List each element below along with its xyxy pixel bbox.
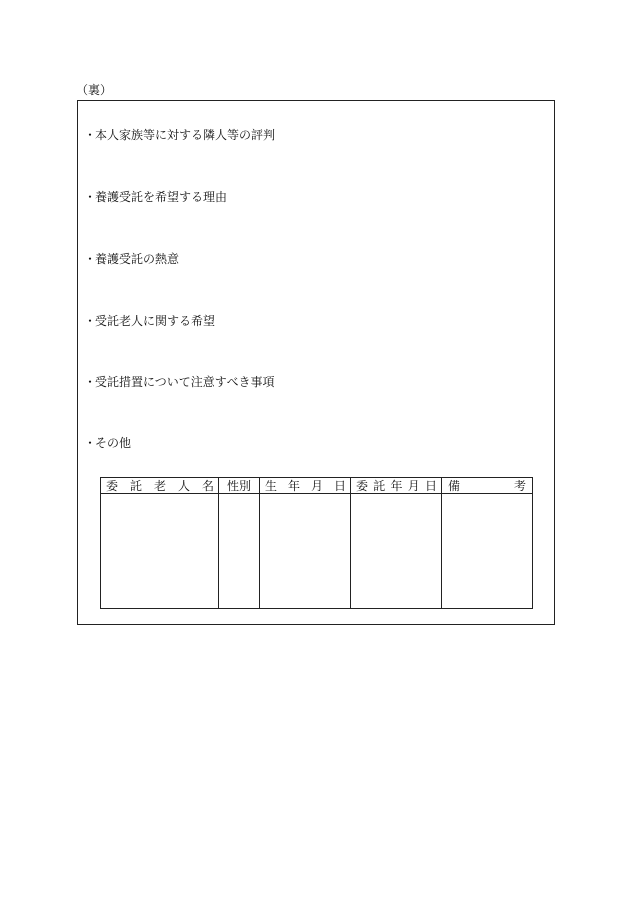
section-neighbor-reputation <box>84 128 275 142</box>
cell-remarks[interactable] <box>442 494 533 609</box>
header-remarks <box>442 478 533 494</box>
cell-consignment-date[interactable] <box>351 494 442 609</box>
header-consignment-date <box>351 478 442 494</box>
cell-birth-date[interactable] <box>260 494 351 609</box>
section-label: 受託老人に関する希望 <box>95 314 216 328</box>
section-label: 養護受託を希望する理由 <box>95 190 228 204</box>
header-char: 日 <box>333 478 346 493</box>
header-char: 託 <box>129 478 142 493</box>
table-row <box>101 494 533 609</box>
section-label: その他 <box>95 436 132 450</box>
bullet-mark: ・ <box>84 314 97 328</box>
bullet-mark: ・ <box>84 252 97 266</box>
header-birth-date <box>260 478 351 494</box>
header-char: 委 <box>356 478 369 493</box>
bullet-mark: ・ <box>84 436 97 450</box>
consignment-records-table <box>100 477 533 609</box>
header-char: 年 <box>287 478 300 493</box>
header-char: 月 <box>407 478 420 493</box>
header-char: 老 <box>153 478 166 493</box>
bullet-mark: ・ <box>84 190 97 204</box>
section-other <box>84 436 131 450</box>
bullet-mark: ・ <box>84 375 97 389</box>
section-elderly-preferences <box>84 314 215 328</box>
header-text: 性別 <box>226 478 251 493</box>
header-char: 人 <box>177 478 190 493</box>
section-notes-on-placement <box>84 375 275 389</box>
header-sex <box>219 478 260 494</box>
header-char: 月 <box>310 478 323 493</box>
header-char: 年 <box>390 478 403 493</box>
section-label: 受託措置について注意すべき事項 <box>95 375 275 389</box>
cell-sex[interactable] <box>219 494 260 609</box>
header-char: 日 <box>424 478 437 493</box>
section-reason-for-application <box>84 190 227 204</box>
header-char: 託 <box>373 478 386 493</box>
bullet-mark: ・ <box>84 128 97 142</box>
header-char: 生 <box>265 478 278 493</box>
section-label: 養護受託の熱意 <box>95 252 180 266</box>
cell-elderly-name[interactable] <box>101 494 219 609</box>
header-char: 委 <box>106 478 119 493</box>
header-char: 備 <box>448 478 461 493</box>
section-label: 本人家族等に対する隣人等の評判 <box>95 128 276 142</box>
table-header-row <box>101 478 533 494</box>
page-side-label: （裏） <box>76 83 113 97</box>
section-enthusiasm <box>84 252 179 266</box>
header-char: 考 <box>513 478 526 493</box>
header-char: 名 <box>201 478 214 493</box>
header-elderly-name <box>101 478 219 494</box>
